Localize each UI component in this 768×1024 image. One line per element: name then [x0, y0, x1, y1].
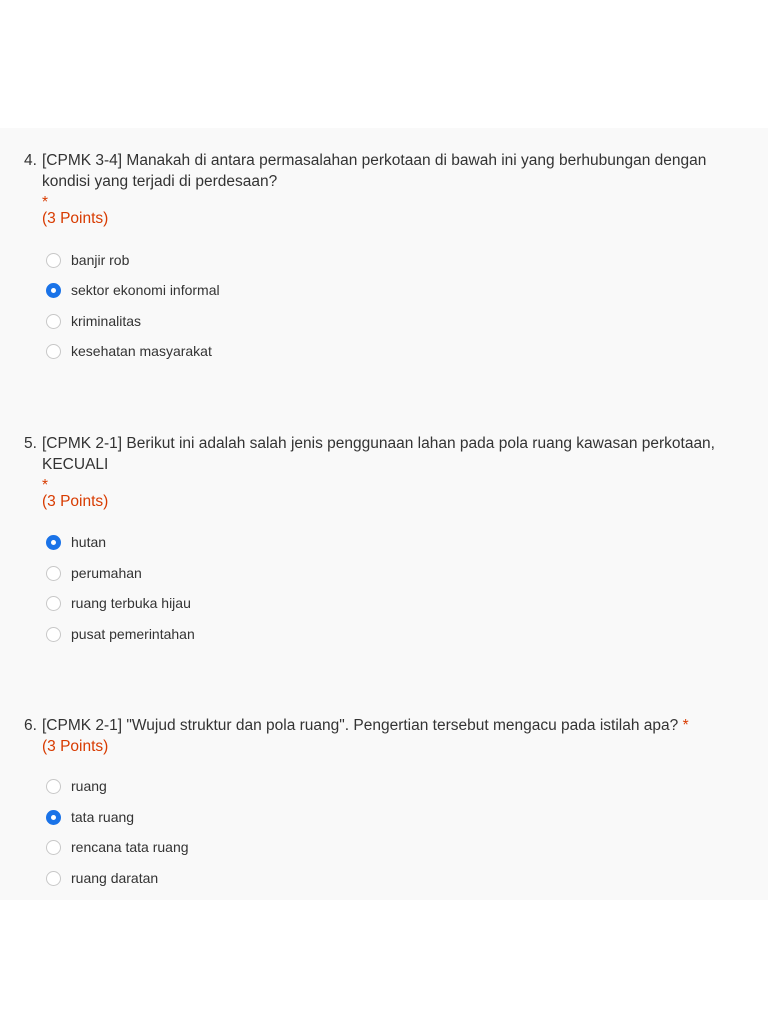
radio-button-selected[interactable]	[46, 535, 61, 550]
radio-button-selected[interactable]	[46, 283, 61, 298]
option-label: ruang daratan	[71, 870, 159, 886]
required-star: *	[42, 477, 49, 494]
form-panel	[0, 128, 768, 900]
option-label: hutan	[71, 534, 107, 550]
question-text: [CPMK 2-1] "Wujud struktur dan pola ruang". Pengertian tersebut mengacu pada istilah apa?	[42, 717, 679, 734]
points-label: (3 Points)	[42, 738, 109, 755]
radio-button[interactable]	[46, 314, 61, 329]
option-hutan[interactable]	[46, 531, 106, 553]
required-star: *	[682, 717, 689, 734]
question-number: 4.	[24, 152, 37, 169]
option-label: kriminalitas	[71, 313, 142, 329]
question-title	[24, 433, 744, 496]
option-ruang-terbuka-hijau[interactable]	[46, 592, 191, 614]
option-label: perumahan	[71, 565, 142, 581]
radio-button-selected[interactable]	[46, 810, 61, 825]
points-label: (3 Points)	[42, 210, 109, 227]
option-label: pusat pemerintahan	[71, 626, 195, 642]
radio-button[interactable]	[46, 344, 61, 359]
option-rencana-tata-ruang[interactable]	[46, 836, 189, 858]
option-label: rencana tata ruang	[71, 839, 189, 855]
required-star: *	[42, 194, 49, 211]
option-kesehatan-masyarakat[interactable]	[46, 340, 212, 362]
option-tata-ruang[interactable]	[46, 806, 134, 828]
question-text: [CPMK 2-1] Berikut ini adalah salah jenis penggunaan lahan pada pola ruang kawasan perkotaan, KECUALI	[42, 435, 715, 473]
option-kriminalitas[interactable]	[46, 310, 141, 332]
option-label: ruang	[71, 778, 107, 794]
points-label: (3 Points)	[42, 493, 109, 510]
option-label: kesehatan masyarakat	[71, 343, 212, 359]
option-ruang[interactable]	[46, 775, 107, 797]
radio-button[interactable]	[46, 253, 61, 268]
radio-button[interactable]	[46, 627, 61, 642]
option-label: banjir rob	[71, 252, 130, 268]
radio-button[interactable]	[46, 871, 61, 886]
option-pusat-pemerintahan[interactable]	[46, 623, 195, 645]
question-number: 6.	[24, 717, 37, 734]
radio-button[interactable]	[46, 840, 61, 855]
question-text: [CPMK 3-4] Manakah di antara permasalahan perkotaan di bawah ini yang berhubungan dengan kondisi yang terjadi di perdesaan?	[42, 152, 707, 190]
option-label: tata ruang	[71, 809, 135, 825]
option-ruang-daratan[interactable]	[46, 867, 158, 889]
option-label: sektor ekonomi informal	[71, 282, 220, 298]
radio-button[interactable]	[46, 596, 61, 611]
option-perumahan[interactable]	[46, 562, 142, 584]
option-sektor-ekonomi-informal[interactable]	[46, 279, 220, 301]
option-banjir-rob[interactable]	[46, 249, 129, 271]
option-label: ruang terbuka hijau	[71, 595, 191, 611]
question-number: 5.	[24, 435, 37, 452]
radio-button[interactable]	[46, 566, 61, 581]
radio-button[interactable]	[46, 779, 61, 794]
question-title	[24, 715, 744, 736]
question-title	[24, 150, 744, 213]
